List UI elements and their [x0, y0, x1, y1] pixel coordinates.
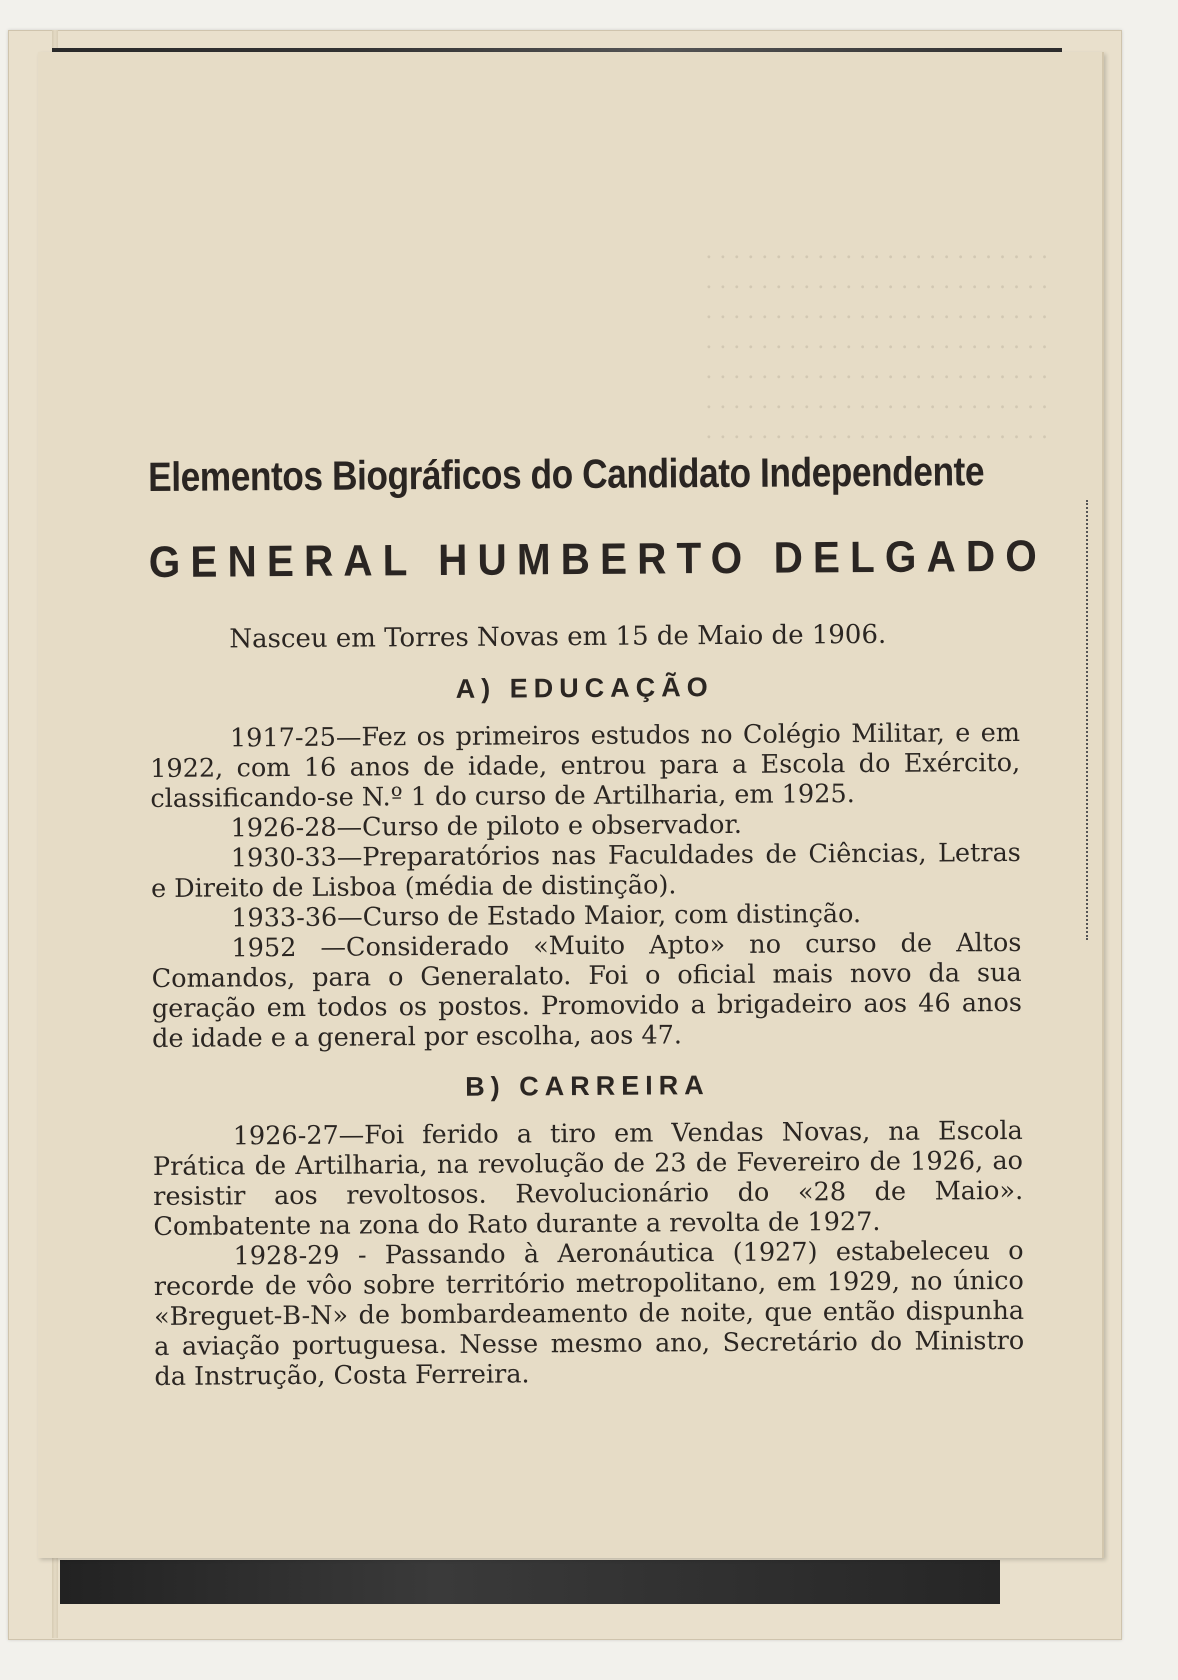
candidate-name: GENERAL HUMBERTO DELGADO [148, 531, 1048, 587]
education-entry: 1952 —Considerado «Muito Apto» no curso de Altos Comandos, para o Generalato. Foi o oficial mais novo da sua geração em todos os postos. Promovido a brigadeiro aos 46 anos de idade e a general por escolha, aos 47. [151, 927, 1022, 1054]
education-entry: 1917-25—Fez os primeiros estudos no Colégio Militar, e em 1922, com 16 anos de idade, entrou para a Escola do Exército, classificando-se N.º 1 do curso de Artilharia, em 1925. [150, 717, 1021, 814]
section-title-career: B) CARREIRA [465, 1070, 710, 1102]
bottom-dark-band [60, 1560, 1000, 1604]
education-entry: 1933-36—Curso de Estado Maior, com distinção. [231, 899, 862, 934]
career-entry: 1926-27—Foi ferido a tiro em Vendas Novas, na Escola Prática de Artilharia, na revolução de 23 de Fevereiro de 1926, ao resistir aos revoltosos. Revolucionário do «28 de Maio». Combatente na zona do Rato durante a revolta de 1927. [152, 1115, 1024, 1242]
education-entry: 1926-28—Curso de piloto e observador. [230, 809, 743, 844]
document-heading: Elementos Biográficos do Candidato Independente [148, 448, 985, 500]
section-title-education: A) EDUCAÇÃO [455, 672, 714, 704]
career-entry: 1928-29 - Passando à Aeronáutica (1927) estabeleceu o recorde de vôo sobre território metropolitano, em 1929, no único «Breguet-B-N» de bombardeamento de noite, que então dispunha a aviação portuguesa. Nesse mesmo ano, Secretário do Ministro da Instrução, Costa Ferreira. [153, 1235, 1025, 1392]
birth-line: Nasceu em Torres Novas em 15 de Maio de 1906. [229, 619, 887, 655]
bleed-through-text: . . . . . . . . . . . . . . . . . . . . . . . . . . . . . . . . . . . . . . . . . . . . . . . . . . . . . . . . . . . . . . . . . . . . . . . . . . . . . . . . . . . . . . . . . . . . . . . . . . . . . . . . . . . . . . . . . . . . . . . . . . . . . . . . . . . . . . . . . . . . . . . . . . . . . . . . . . . . . . . . . . . . . . . . . . . . . . . [705, 239, 1048, 444]
edge-marks [1086, 500, 1098, 940]
document-content [148, 446, 1048, 1392]
education-entry: 1930-33—Preparatórios nas Faculdades de Ciências, Letras e Direito de Lisboa (média de distinção). [150, 837, 1021, 904]
